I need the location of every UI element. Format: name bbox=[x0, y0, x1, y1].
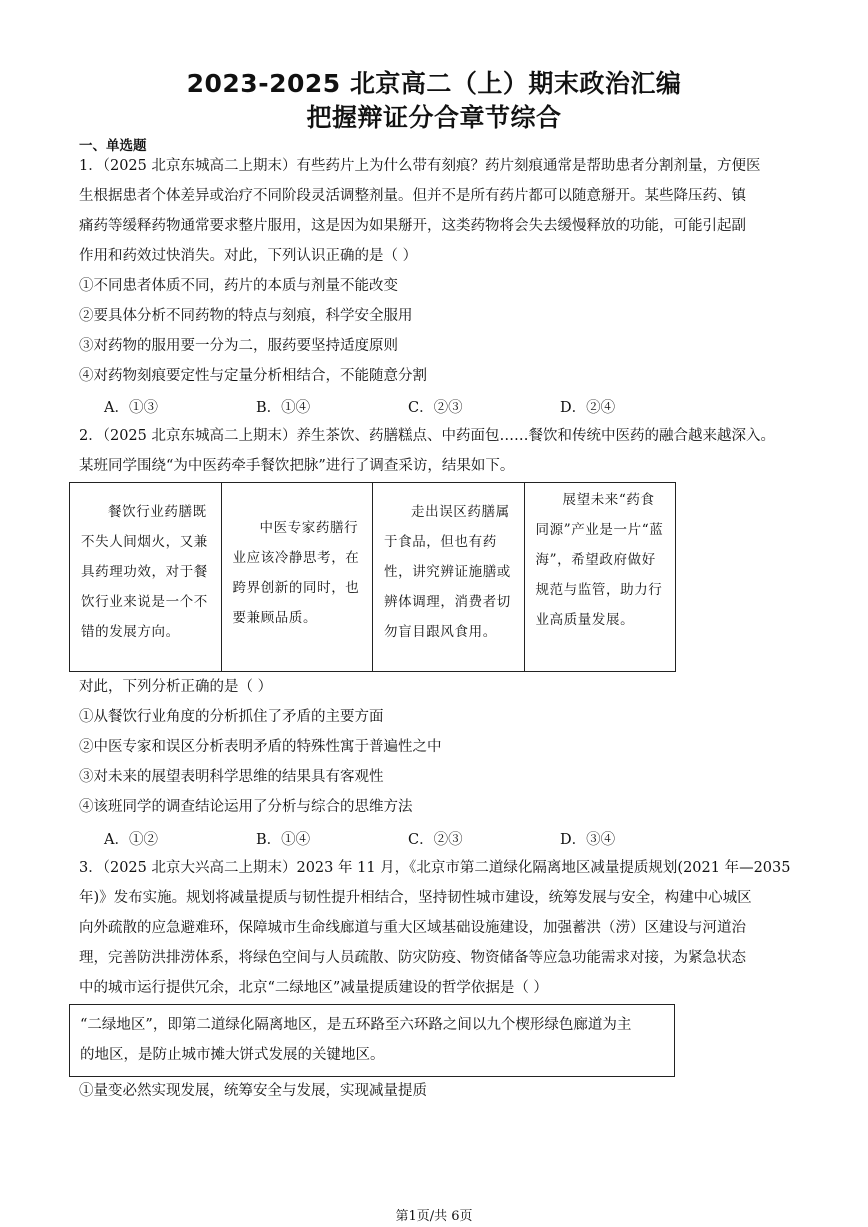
q1-stem-line: 生根据患者个体差异或治疗不同阶段灵活调整剂量。但并不是所有药片都可以随意掰开。某些降压药、镇 bbox=[79, 188, 746, 204]
q3-note-line: 的地区，是防止城市摊大饼式发展的关键地区。 bbox=[80, 1047, 385, 1063]
option-a: A．①② bbox=[104, 832, 158, 848]
q3-note-box bbox=[69, 1004, 675, 1077]
q1-item: ④对药物刻痕要定性与定量分析相结合，不能随意分割 bbox=[79, 368, 427, 384]
q3-item: ①量变必然实现发展，统筹安全与发展，实现减量提质 bbox=[79, 1083, 427, 1099]
option-c: C．②③ bbox=[408, 400, 463, 416]
q2-stem-line: 2．（2025 北京东城高二上期末）养生茶饮、药膳糕点、中药面包……餐饮和传统中医药的融合越来越深入。 bbox=[79, 428, 775, 444]
survey-cell-outlook: 展望未来“药食同源”产业是一片“蓝海”，希望政府做好规范与监管，助力行业高质量发展。 bbox=[535, 492, 664, 628]
q3-stem-line: 向外疏散的应急避难环，保障城市生命线廊道与重大区域基础设施建设，加强蓄洪（涝）区建设与河道治 bbox=[79, 920, 746, 936]
q2-options bbox=[104, 828, 615, 849]
q1-stem-line: 1．（2025 北京东城高二上期末）有些药片上为什么带有刻痕？药片刻痕通常是帮助患者分割剂量，方便医 bbox=[79, 158, 761, 174]
q2-prompt: 对此，下列分析正确的是（ ） bbox=[79, 679, 273, 695]
option-d: D．③④ bbox=[560, 832, 616, 848]
survey-cell-expert: 中医专家药膳行业应该冷静思考，在跨界创新的同时，也要兼顾品质。 bbox=[222, 483, 374, 671]
q3-note-line: “二绿地区”，即第二道绿化隔离地区，是五环路至六环路之间以九个楔形绿色廊道为主 bbox=[80, 1017, 632, 1033]
option-b: B．①④ bbox=[256, 832, 311, 848]
document-subtitle: 把握辩证分合章节综合 bbox=[306, 103, 562, 132]
q1-stem-line: 痛药等缓释药物通常要求整片服用，这是因为如果掰开，这类药物将会失去缓慢释放的功能，可能引起副 bbox=[79, 218, 746, 234]
q2-item: ④该班同学的调查结论运用了分析与综合的思维方法 bbox=[79, 799, 413, 815]
q1-item: ②要具体分析不同药物的特点与刻痕，科学安全服用 bbox=[79, 308, 413, 324]
option-d: D．②④ bbox=[560, 400, 616, 416]
q1-options bbox=[104, 396, 615, 417]
q1-stem-line: 作用和药效过快消失。对此，下列认识正确的是（ ） bbox=[79, 248, 418, 264]
q1-item: ①不同患者体质不同，药片的本质与剂量不能改变 bbox=[79, 278, 398, 294]
q2-item: ②中医专家和误区分析表明矛盾的特殊性寓于普遍性之中 bbox=[79, 739, 442, 755]
option-c: C．②③ bbox=[408, 832, 463, 848]
q3-stem-line: 理，完善防洪排涝体系，将绿色空间与人员疏散、防灾防疫、物资储备等应急功能需求对接，为紧急状态 bbox=[79, 950, 746, 966]
document-title: 2023-2025 北京高二（上）期末政治汇编 bbox=[186, 69, 682, 98]
survey-table bbox=[69, 482, 676, 672]
q3-stem-line: 3．（2025 北京大兴高二上期末）2023 年 11 月，《北京市第二道绿化隔离地区减量提质规划(2021 年—2035 bbox=[79, 860, 791, 876]
survey-cell-misconception: 走出误区药膳属于食品，但也有药性，讲究辨证施膳或辨体调理，消费者切勿盲目跟风食用。 bbox=[373, 483, 525, 671]
q2-item: ①从餐饮行业角度的分析抓住了矛盾的主要方面 bbox=[79, 709, 384, 725]
survey-cell-catering: 餐饮行业药膳既不失人间烟火，又兼具药理功效，对于餐饮行业来说是一个不错的发展方向。 bbox=[70, 483, 222, 671]
q2-stem-line: 某班同学围绕“为中医药牵手餐饮把脉”进行了调查采访，结果如下。 bbox=[79, 458, 515, 474]
option-a: A．①③ bbox=[104, 400, 158, 416]
section-heading: 一、单选题 bbox=[79, 138, 147, 154]
page-number: 第1页/共 6页 bbox=[395, 1209, 473, 1224]
q3-stem-line: 中的城市运行提供冗余，北京“二绿地区”减量提质建设的哲学依据是（ ） bbox=[79, 980, 548, 996]
q2-item: ③对未来的展望表明科学思维的结果具有客观性 bbox=[79, 769, 384, 785]
q3-stem-line: 年)》发布实施。规划将减量提质与韧性提升相结合，坚持韧性城市建设，统筹发展与安全，构建中心城区 bbox=[79, 890, 752, 906]
option-b: B．①④ bbox=[256, 400, 311, 416]
q1-item: ③对药物的服用要一分为二，服药要坚持适度原则 bbox=[79, 338, 398, 354]
